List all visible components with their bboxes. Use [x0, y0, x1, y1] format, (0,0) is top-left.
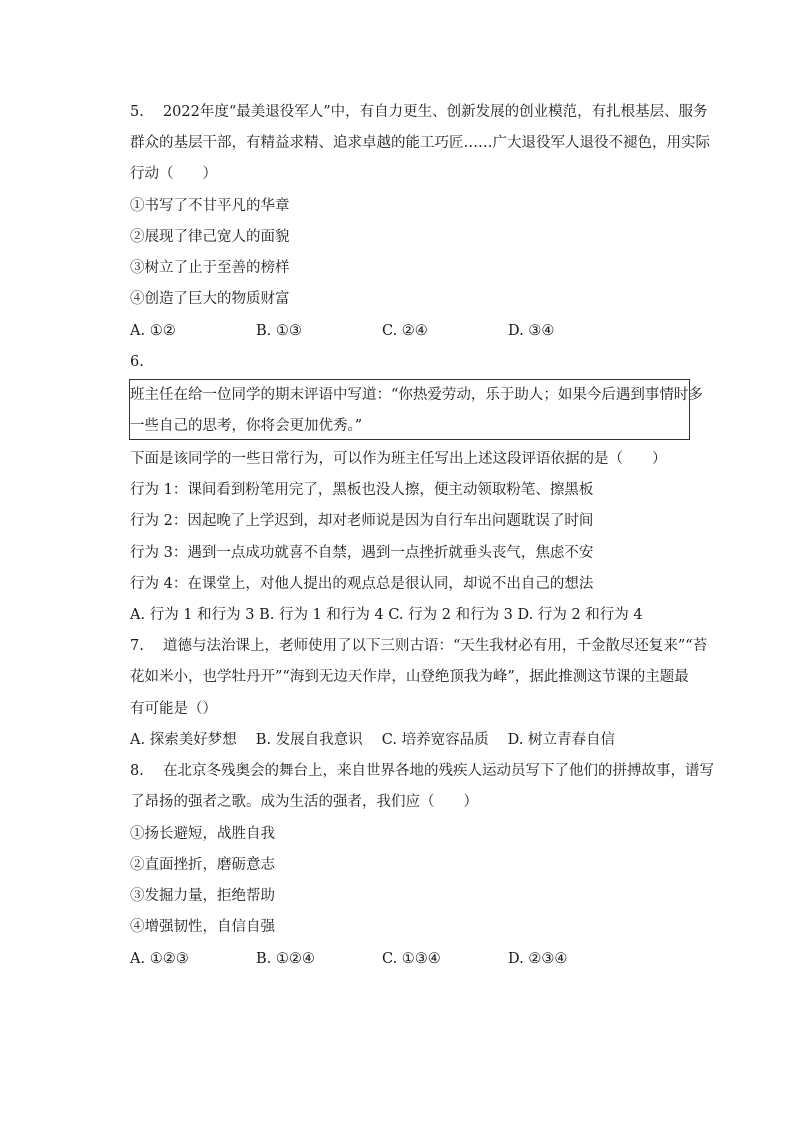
q5-item-4: ④创造了巨大的物质财富	[130, 291, 290, 307]
q8-option-a: A. ①②③	[130, 951, 189, 967]
q8-item-1: ①扬长避短，战胜自我	[130, 826, 275, 842]
q6-behavior-2: 行为 2：因起晚了上学迟到，却对老师说是因为自行车出问题耽误了时间	[130, 513, 594, 529]
q7-options: A. 探索美好梦想 B. 发展自我意识 C. 培养宽容品质 D. 树立青春自信	[130, 732, 616, 748]
q8-option-b: B. ①②④	[256, 951, 315, 967]
q6-stem: 下面是该同学的一些日常行为，可以作为班主任写出上述这段评语依据的是（ ）	[130, 451, 667, 467]
q6-quote-line-1: 班主任在给一位同学的期末评语中写道：“你热爱劳动，乐于助人；如果今后遇到事情时多	[130, 387, 703, 403]
q5-stem-line-3: 行动（ ）	[130, 166, 217, 182]
q8-option-d: D. ②③④	[508, 951, 568, 967]
q6-number: 6.	[130, 354, 144, 370]
q8-stem-line-2: 了昂扬的强者之歌。成为生活的强者，我们应（ ）	[130, 794, 478, 810]
q5-stem-line-2: 群众的基层干部，有精益求精、追求卓越的能工巧匠……广大退役军人退役不褪色，用实际	[130, 135, 710, 151]
q8-item-3: ③发掘力量，拒绝帮助	[130, 888, 275, 904]
q7-stem-line-2: 花如米小，也学牡丹开”“海到无边天作岸，山登绝顶我为峰”，据此推测这节课的主题最	[130, 669, 689, 685]
q5-item-3: ③树立了止于至善的榜样	[130, 260, 290, 276]
q8-item-4: ④增强韧性，自信自强	[130, 919, 275, 935]
q7-stem-line-1: 7. 道德与法治课上，老师使用了以下三则古语：“天生我材必有用，千金散尽还复来”“苔	[130, 638, 708, 654]
q5-option-c: C. ②④	[382, 323, 428, 339]
q5-option-d: D. ③④	[508, 323, 555, 339]
q5-option-a: A. ①②	[130, 323, 176, 339]
q6-behavior-3: 行为 3：遇到一点成功就喜不自禁，遇到一点挫折就垂头丧气，焦虑不安	[130, 545, 594, 561]
q5-item-2: ②展现了律己宽人的面貌	[130, 229, 290, 245]
q8-option-c: C. ①③④	[382, 951, 441, 967]
q6-quote-box	[129, 379, 703, 440]
q7-stem-line-3: 有可能是（）	[130, 701, 217, 717]
q5-option-b: B. ①③	[256, 323, 302, 339]
q5-stem-line-1: 5. 2022年度“最美退役军人”中，有自力更生、创新发展的创业模范，有扎根基层、服务	[130, 104, 708, 120]
q6-behavior-1: 行为 1：课间看到粉笔用完了，黑板也没人擦，便主动领取粉笔、擦黑板	[130, 482, 594, 498]
q5-item-1: ①书写了不甘平凡的华章	[130, 198, 290, 214]
q8-item-2: ②直面挫折，磨砺意志	[130, 857, 275, 873]
q8-stem-line-1: 8. 在北京冬残奥会的舞台上，来自世界各地的残疾人运动员写下了他们的拼搏故事，谱写	[130, 763, 714, 779]
q6-options: A. 行为 1 和行为 3 B. 行为 1 和行为 4 C. 行为 2 和行为 3 D. 行为 2 和行为 4	[130, 607, 643, 623]
q6-quote-line-2: 一些自己的思考，你将会更加优秀。”	[130, 418, 363, 434]
q6-behavior-4: 行为 4：在课堂上，对他人提出的观点总是很认同，却说不出自己的想法	[130, 576, 594, 592]
